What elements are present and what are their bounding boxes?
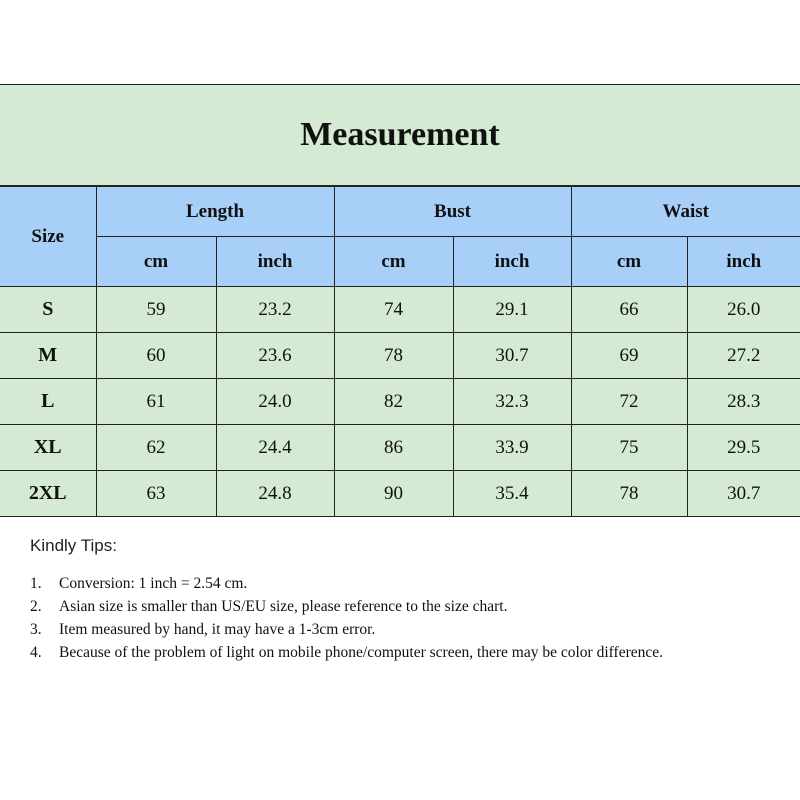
- length-group-header: Length: [96, 187, 334, 237]
- measurement-cell: 74: [334, 287, 453, 333]
- measurement-cell: 26.0: [687, 287, 800, 333]
- measurement-cell: 61: [96, 379, 216, 425]
- measurement-cell: 32.3: [453, 379, 571, 425]
- measurement-cell: 59: [96, 287, 216, 333]
- size-table: [0, 186, 800, 517]
- measurement-cell: 75: [571, 425, 687, 471]
- unit-header: cm: [334, 237, 453, 287]
- measurement-cell: 24.4: [216, 425, 334, 471]
- tip-item: [30, 595, 770, 618]
- tip-item: [30, 572, 770, 595]
- measurement-cell: 90: [334, 471, 453, 517]
- tip-item: [30, 618, 770, 641]
- measurement-cell: 24.0: [216, 379, 334, 425]
- unit-header: inch: [216, 237, 334, 287]
- measurement-cell: 23.6: [216, 333, 334, 379]
- measurement-cell: 62: [96, 425, 216, 471]
- measurement-cell: 86: [334, 425, 453, 471]
- waist-group-header: Waist: [571, 187, 800, 237]
- size-chart: [0, 84, 800, 517]
- tips-heading: Kindly Tips:: [30, 536, 117, 555]
- size-cell: XL: [0, 425, 96, 471]
- measurement-cell: 60: [96, 333, 216, 379]
- measurement-cell: 35.4: [453, 471, 571, 517]
- unit-header: inch: [453, 237, 571, 287]
- table-row: [0, 379, 800, 425]
- measurement-cell: 29.1: [453, 287, 571, 333]
- measurement-cell: 82: [334, 379, 453, 425]
- unit-header: cm: [571, 237, 687, 287]
- size-column-header: Size: [0, 187, 96, 287]
- unit-header: inch: [687, 237, 800, 287]
- tip-number: 2.: [30, 598, 42, 615]
- table-row: [0, 471, 800, 517]
- tip-number: 1.: [30, 575, 42, 592]
- tip-item: [30, 641, 770, 664]
- bust-group-header: Bust: [334, 187, 571, 237]
- size-cell: M: [0, 333, 96, 379]
- tip-number: 3.: [30, 621, 42, 638]
- measurement-cell: 69: [571, 333, 687, 379]
- tips-list: [30, 572, 770, 664]
- header-row-units: [0, 237, 800, 287]
- table-row: [0, 287, 800, 333]
- measurement-cell: 27.2: [687, 333, 800, 379]
- header-row-groups: [0, 187, 800, 237]
- kindly-tips: [30, 536, 770, 664]
- size-cell: 2XL: [0, 471, 96, 517]
- tip-text: Because of the problem of light on mobile phone/computer screen, there may be color difference.: [59, 644, 663, 661]
- measurement-cell: 28.3: [687, 379, 800, 425]
- measurement-cell: 78: [571, 471, 687, 517]
- size-cell: S: [0, 287, 96, 333]
- measurement-cell: 66: [571, 287, 687, 333]
- chart-title: Measurement: [0, 85, 800, 186]
- size-table-body: [0, 287, 800, 517]
- measurement-cell: 63: [96, 471, 216, 517]
- table-row: [0, 425, 800, 471]
- tip-text: Item measured by hand, it may have a 1-3cm error.: [59, 621, 376, 638]
- measurement-cell: 78: [334, 333, 453, 379]
- measurement-cell: 33.9: [453, 425, 571, 471]
- measurement-cell: 72: [571, 379, 687, 425]
- tip-number: 4.: [30, 644, 42, 661]
- table-row: [0, 333, 800, 379]
- measurement-cell: 30.7: [687, 471, 800, 517]
- tip-text: Asian size is smaller than US/EU size, please reference to the size chart.: [59, 598, 508, 615]
- measurement-cell: 30.7: [453, 333, 571, 379]
- size-cell: L: [0, 379, 96, 425]
- unit-header: cm: [96, 237, 216, 287]
- measurement-cell: 23.2: [216, 287, 334, 333]
- tip-text: Conversion: 1 inch = 2.54 cm.: [59, 575, 248, 592]
- measurement-cell: 24.8: [216, 471, 334, 517]
- measurement-cell: 29.5: [687, 425, 800, 471]
